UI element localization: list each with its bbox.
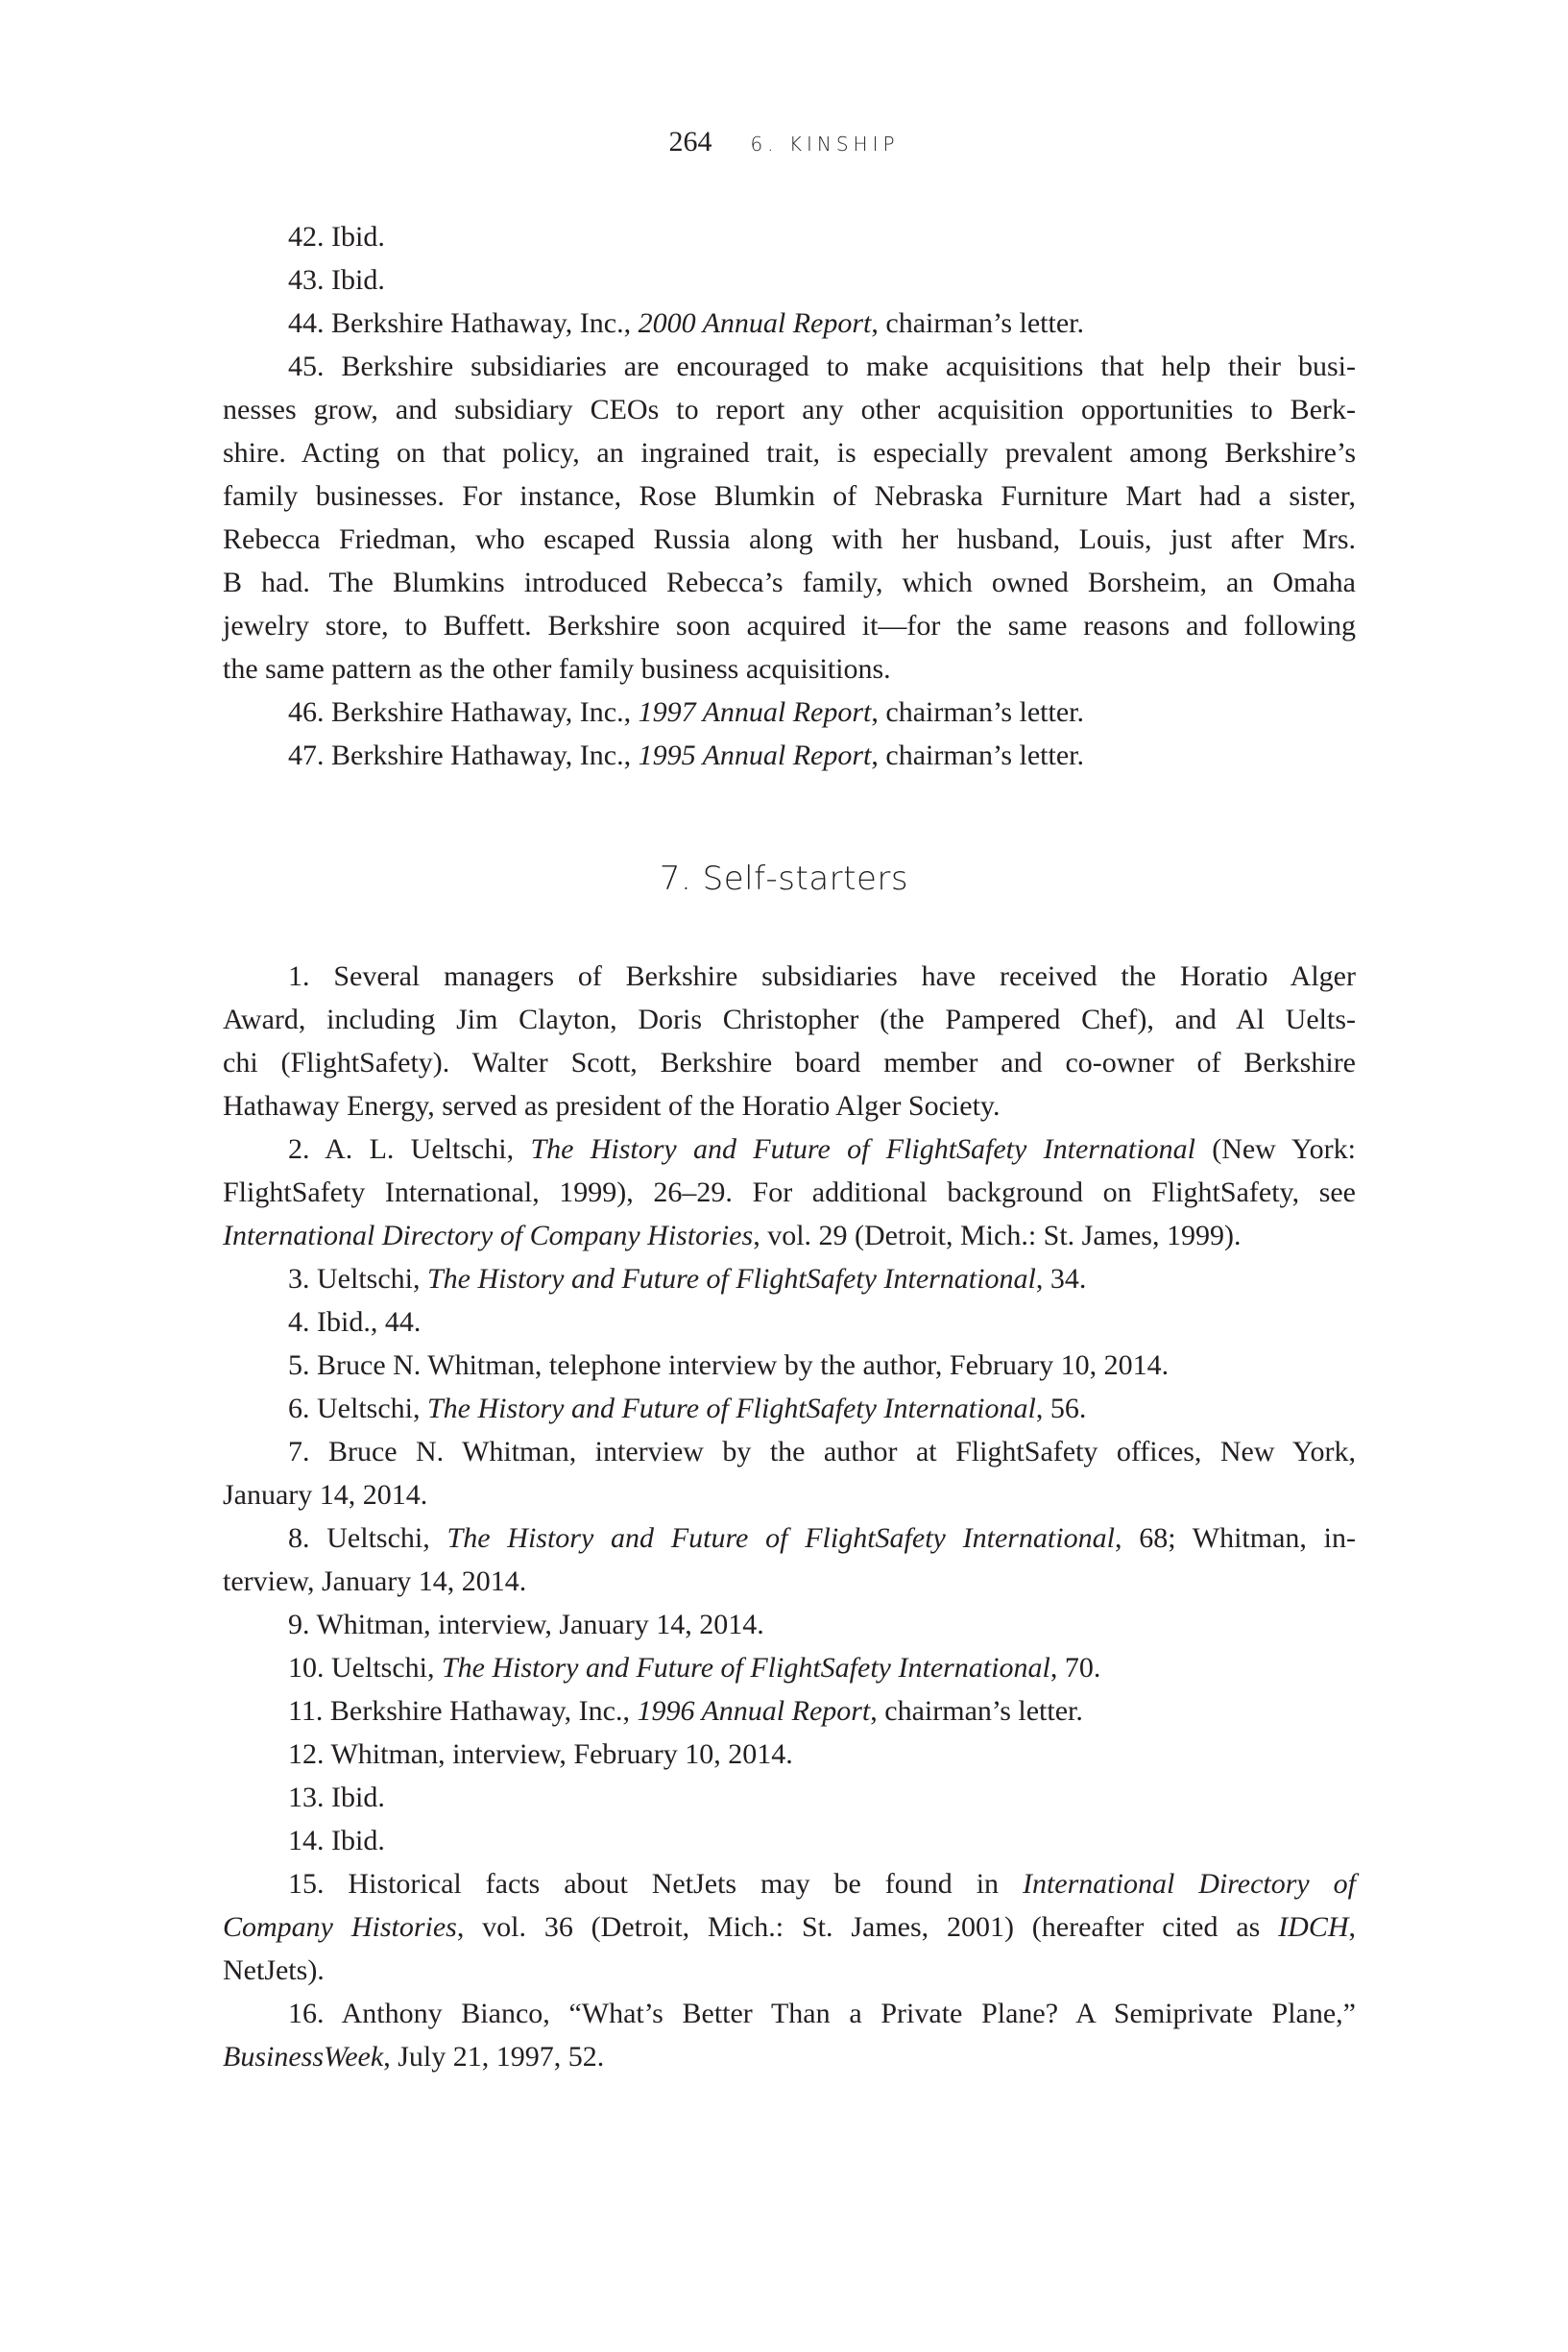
section-heading: 7. Self-starters — [659, 860, 909, 898]
note-text: Hathaway Energy, served as president of the Horatio Alger Society. — [223, 1090, 1001, 1122]
note-text: , — [1348, 1911, 1357, 1943]
note-text: 14. Ibid. — [288, 1825, 385, 1856]
note-text: , chairman’s letter. — [870, 1695, 1083, 1727]
note-line — [223, 1300, 1356, 1344]
notes-section-self-starters — [223, 955, 1356, 2078]
chapter-title: 6. KINSHIP — [750, 133, 900, 156]
note-text: , vol. 29 (Detroit, Mich.: St. James, 1999). — [753, 1220, 1242, 1251]
note-text: 2. A. L. Ueltschi, — [288, 1133, 531, 1165]
note-1 — [223, 955, 1356, 1128]
note-4 — [223, 1300, 1356, 1344]
note-text: 11. Berkshire Hathaway, Inc., — [288, 1695, 638, 1727]
note-text: jewelry store, to Buffett. Berkshire soon acquired it—for the same reasons and following — [223, 610, 1356, 642]
italic-title: 1995 Annual Report — [638, 740, 872, 771]
note-7 — [223, 1430, 1356, 1516]
note-8 — [223, 1516, 1356, 1603]
note-text: terview, January 14, 2014. — [223, 1565, 527, 1597]
note-line — [223, 345, 1356, 388]
note-text: 13. Ibid. — [288, 1782, 385, 1813]
note-line — [223, 474, 1356, 518]
note-line — [223, 1862, 1356, 1905]
note-text: Rebecca Friedman, who escaped Russia along with her husband, Louis, just after Mrs. — [223, 523, 1356, 555]
note-text: 16. Anthony Bianco, “What’s Better Than a Private Plane? A Semiprivate Plane,” — [288, 1998, 1356, 2029]
note-text: 15. Historical facts about NetJets may be found in — [288, 1868, 1023, 1900]
note-line — [223, 1344, 1356, 1387]
notes-section-kinship — [223, 215, 1356, 777]
note-line — [223, 1949, 1356, 1992]
italic-title: The History and Future of FlightSafety International — [426, 1263, 1036, 1295]
note-text: (New York: — [1194, 1133, 1357, 1165]
note-47 — [223, 734, 1356, 777]
note-text: , chairman’s letter. — [871, 696, 1084, 728]
note-line — [223, 1689, 1356, 1733]
note-line — [223, 604, 1356, 647]
note-15 — [223, 1862, 1356, 1992]
note-text: 45. Berkshire subsidiaries are encouraged to make acquisitions that help their busi- — [288, 351, 1356, 382]
note-line — [223, 1992, 1356, 2035]
note-line — [223, 647, 1356, 691]
note-line — [223, 1214, 1356, 1257]
italic-title: International Directory of — [1022, 1868, 1356, 1900]
note-line — [223, 998, 1356, 1041]
note-text: shire. Acting on that policy, an ingrained trait, is especially prevalent among Berkshire’s — [223, 437, 1356, 469]
note-text: 47. Berkshire Hathaway, Inc., — [288, 740, 639, 771]
note-line — [223, 1516, 1356, 1560]
note-14 — [223, 1819, 1356, 1862]
note-line — [223, 1603, 1356, 1646]
note-text: , chairman’s letter. — [871, 307, 1084, 339]
note-text: Award, including Jim Clayton, Doris Christopher (the Pampered Chef), and Al Uelts- — [223, 1004, 1356, 1035]
note-line — [223, 2035, 1356, 2078]
note-9 — [223, 1603, 1356, 1646]
page-number: 264 — [668, 126, 712, 158]
note-text: chi (FlightSafety). Walter Scott, Berkshire board member and co-owner of Berkshire — [223, 1047, 1356, 1079]
italic-title: 2000 Annual Report — [638, 307, 872, 339]
italic-title: 1997 Annual Report — [638, 696, 872, 728]
italic-title: The History and Future of FlightSafety International — [426, 1393, 1036, 1424]
note-text: , 56. — [1035, 1393, 1087, 1424]
note-line — [223, 1387, 1356, 1430]
note-text: B had. The Blumkins introduced Rebecca’s family, which owned Borsheim, an Omaha — [223, 567, 1356, 598]
note-text: , July 21, 1997, 52. — [383, 2041, 605, 2073]
note-12 — [223, 1733, 1356, 1776]
note-46 — [223, 691, 1356, 734]
note-10 — [223, 1646, 1356, 1689]
note-line — [223, 431, 1356, 474]
italic-title: The History and Future of FlightSafety International — [530, 1133, 1195, 1165]
note-line — [223, 215, 1356, 258]
note-line — [223, 734, 1356, 777]
note-6 — [223, 1387, 1356, 1430]
note-text: 44. Berkshire Hathaway, Inc., — [288, 307, 639, 339]
running-head — [0, 123, 1568, 170]
note-text: 6. Ueltschi, — [288, 1393, 427, 1424]
note-line — [223, 1560, 1356, 1603]
note-text: 42. Ibid. — [288, 221, 385, 253]
note-text: 3. Ueltschi, — [288, 1263, 427, 1295]
note-text: 43. Ibid. — [288, 264, 385, 296]
note-text: 1. Several managers of Berkshire subsidiaries have received the Horatio Alger — [288, 960, 1356, 992]
note-line — [223, 1430, 1356, 1473]
italic-title: The History and Future of FlightSafety International — [446, 1522, 1115, 1554]
italic-title: BusinessWeek — [223, 2041, 384, 2073]
italic-title: IDCH — [1278, 1911, 1349, 1943]
note-text: , chairman’s letter. — [871, 740, 1084, 771]
note-line — [223, 1257, 1356, 1300]
note-text: , 34. — [1035, 1263, 1087, 1295]
note-text: 4. Ibid., 44. — [288, 1306, 422, 1338]
note-2 — [223, 1128, 1356, 1257]
note-line — [223, 1733, 1356, 1776]
note-text: family businesses. For instance, Rose Blumkin of Nebraska Furniture Mart had a sister, — [223, 480, 1356, 512]
note-line — [223, 561, 1356, 604]
italic-title: International Directory of Company Histories — [223, 1220, 754, 1251]
note-13 — [223, 1776, 1356, 1819]
note-text: 9. Whitman, interview, January 14, 2014. — [288, 1609, 764, 1640]
note-line — [223, 1905, 1356, 1949]
note-text: 46. Berkshire Hathaway, Inc., — [288, 696, 639, 728]
note-5 — [223, 1344, 1356, 1387]
note-text: nesses grow, and subsidiary CEOs to report any other acquisition opportunities to Berk- — [223, 394, 1356, 425]
note-line — [223, 691, 1356, 734]
note-line — [223, 518, 1356, 561]
note-text: January 14, 2014. — [223, 1479, 428, 1511]
note-line — [223, 1473, 1356, 1516]
italic-title: The History and Future of FlightSafety International — [441, 1652, 1050, 1684]
note-text: 10. Ueltschi, — [288, 1652, 442, 1684]
note-line — [223, 1819, 1356, 1862]
note-text: 7. Bruce N. Whitman, interview by the author at FlightSafety offices, New York, — [288, 1436, 1356, 1467]
note-text: FlightSafety International, 1999), 26–29. For additional background on FlightSafety, see — [223, 1176, 1356, 1208]
note-text: NetJets). — [223, 1954, 325, 1986]
note-line — [223, 1128, 1356, 1171]
note-text: 8. Ueltschi, — [288, 1522, 447, 1554]
italic-title: 1996 Annual Report — [637, 1695, 871, 1727]
note-line — [223, 1084, 1356, 1128]
note-line — [223, 1776, 1356, 1819]
note-text: 5. Bruce N. Whitman, telephone interview by the author, February 10, 2014. — [288, 1349, 1170, 1381]
note-text: the same pattern as the other family business acquisitions. — [223, 653, 891, 685]
note-line — [223, 955, 1356, 998]
note-11 — [223, 1689, 1356, 1733]
italic-title: Company Histories — [223, 1911, 457, 1943]
note-16 — [223, 1992, 1356, 2078]
note-line — [223, 1171, 1356, 1214]
note-text: 12. Whitman, interview, February 10, 2014. — [288, 1738, 793, 1770]
note-line — [223, 1041, 1356, 1084]
note-line — [223, 388, 1356, 431]
note-line — [223, 258, 1356, 302]
note-text: , vol. 36 (Detroit, Mich.: St. James, 2001) (hereafter cited as — [456, 1911, 1279, 1943]
note-44 — [223, 302, 1356, 345]
note-text: , 68; Whitman, in- — [1114, 1522, 1356, 1554]
note-42 — [223, 215, 1356, 258]
note-3 — [223, 1257, 1356, 1300]
note-line — [223, 302, 1356, 345]
note-text: , 70. — [1049, 1652, 1101, 1684]
note-43 — [223, 258, 1356, 302]
note-line — [223, 1646, 1356, 1689]
note-45 — [223, 345, 1356, 691]
